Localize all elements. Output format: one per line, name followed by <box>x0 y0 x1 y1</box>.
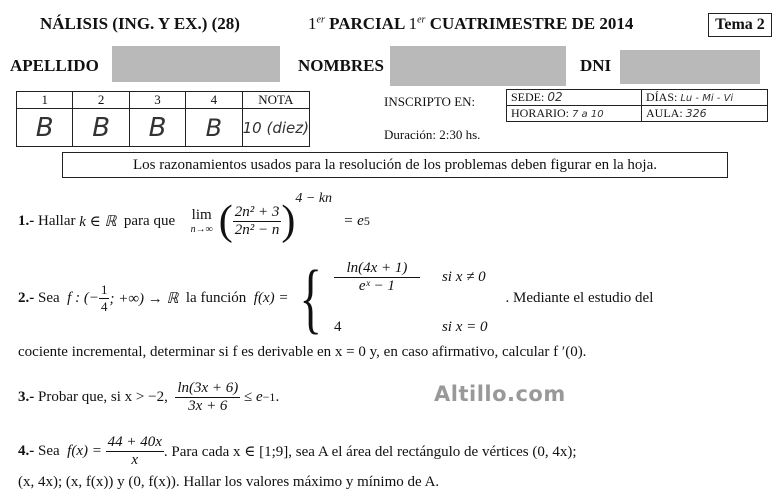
sede-value: 02 <box>547 90 563 104</box>
problem-1-number: 1.- <box>18 212 35 229</box>
small-frac-den: 4 <box>100 298 108 314</box>
problem-2-line-2: cociente incremental, determinar si f es derivable en x = 0 y, en caso afirmativo, calcular f ′(0). <box>18 344 587 360</box>
problem-2-small-frac <box>99 282 110 315</box>
grade-col-4: 4 <box>186 92 242 109</box>
problem-3-fraction <box>175 380 240 415</box>
problem-2-fx: f(x) = <box>253 289 289 306</box>
aula-value: 326 <box>685 107 707 120</box>
sede-label: SEDE: <box>511 90 545 104</box>
exam-word: PARCIAL <box>329 14 405 33</box>
grade-mark-2: B <box>73 109 129 147</box>
nombres-label: NOMBRES <box>298 56 384 75</box>
aula-label: AULA: <box>646 106 683 120</box>
problem-2-la-funcion: la función <box>185 289 247 306</box>
dias-label: DÍAS: <box>646 90 678 104</box>
limit-word: lim <box>191 207 212 223</box>
registration-table <box>506 89 768 122</box>
grades-value-row <box>17 109 310 147</box>
problem-2 <box>18 256 653 340</box>
dias-value: Lu - Mi - Vi <box>680 93 734 104</box>
grade-mark-4: B <box>186 109 242 147</box>
exam-ordinal: 1 <box>308 14 317 33</box>
problem-3-frac-den: 3x + 6 <box>188 397 228 414</box>
case-1-fraction <box>334 260 420 295</box>
grades-table <box>16 91 310 147</box>
problem-2-number: 2.- <box>18 289 35 306</box>
nombres-redacted <box>390 46 566 86</box>
dni-redacted <box>620 50 760 84</box>
problem-1-limit <box>191 207 213 235</box>
problem-3-rhs-exp: −1 <box>262 389 276 404</box>
horario-label: HORARIO: <box>511 106 570 120</box>
problem-3-end: . <box>275 388 280 405</box>
tema-label: Tema 2 <box>715 16 765 33</box>
fraction-numerator: 2n² + 3 <box>234 203 280 220</box>
grade-col-3: 3 <box>129 92 185 109</box>
cases-block <box>334 260 488 336</box>
small-frac-num: 1 <box>100 281 108 297</box>
problem-1-para-que: para que <box>123 212 176 229</box>
apellido-redacted <box>112 46 280 82</box>
dni-label: DNI <box>580 56 612 75</box>
problem-3-text: Probar que, si x > −2, <box>38 388 168 405</box>
term-ordinal-sup: er <box>417 14 426 26</box>
problem-2-map-pre: f : (− <box>67 289 99 306</box>
inscripto-label: INSCRIPTO EN: <box>384 94 476 109</box>
tema-badge <box>708 13 772 37</box>
problem-4-frac-num: 44 + 40x <box>107 433 162 450</box>
problem-3-number: 3.- <box>18 388 35 405</box>
problem-4-text: . Para cada x ∈ [1;9], sea A el área del rectángulo de vértices (0, 4x); <box>163 443 577 460</box>
grade-nota-value: 10 (diez) <box>242 109 309 147</box>
dias-cell <box>642 90 768 106</box>
problem-1-exponent: 4 − kn <box>295 191 333 206</box>
grade-col-2: 2 <box>73 92 129 109</box>
grade-mark-3: B <box>129 109 185 147</box>
notice-text: Los razonamientos usados para la resolución de los problemas deben figurar en la hoja. <box>133 157 657 173</box>
problem-3-rhs: ≤ e <box>244 388 263 405</box>
sede-cell <box>507 90 642 106</box>
horario-value: 7 a 10 <box>572 109 604 120</box>
problem-1-rhs-exp: 5 <box>363 213 370 228</box>
problem-1-rhs: = e <box>343 212 364 229</box>
case-1-cond: si x ≠ 0 <box>441 269 486 285</box>
case-1-den: eˣ − 1 <box>358 278 395 294</box>
course-title: NÁLISIS (ING. Y EX.) (28) <box>40 14 240 33</box>
grade-col-nota: NOTA <box>242 92 309 109</box>
duracion-text: Duración: 2:30 hs. <box>384 127 481 142</box>
horario-cell <box>507 106 642 122</box>
term-ordinal: 1 <box>408 14 418 33</box>
problem-2-map-post: ; +∞) → ℝ <box>109 290 179 307</box>
problem-3-frac-num: ln(3x + 6) <box>177 379 239 396</box>
problem-4-fx: f(x) = <box>67 442 102 459</box>
problem-4-frac-den: x <box>131 451 139 468</box>
aula-cell <box>642 106 768 122</box>
term-text: CUATRIMESTRE DE 2014 <box>429 14 634 33</box>
apellido-label: APELLIDO <box>10 56 99 75</box>
fraction-denominator: 2n² − n <box>234 221 280 238</box>
case-1-num: ln(4x + 1) <box>334 260 420 278</box>
exam-ordinal-sup: er <box>316 14 325 26</box>
problem-1-text: Hallar <box>38 212 76 229</box>
grade-col-1: 1 <box>17 92 73 109</box>
problem-3 <box>18 374 279 420</box>
problem-1 <box>18 193 370 249</box>
grade-mark-1: B <box>17 109 73 147</box>
problem-4-line-2: (x, 4x); (x, f(x)) y (0, f(x)). Hallar los valores máximo y mínimo de A. <box>18 474 440 490</box>
limit-sub: n→∞ <box>190 224 213 235</box>
cases-brace: { <box>299 254 323 341</box>
case-2-value: 4 <box>333 319 342 335</box>
case-1 <box>334 260 488 295</box>
problem-1-fraction <box>233 204 282 239</box>
problem-4-sea: Sea <box>38 442 60 459</box>
notice-box <box>62 152 728 178</box>
exam-title <box>308 14 633 34</box>
case-2 <box>334 319 488 336</box>
problem-2-tail: . Mediante el estudio del <box>505 289 654 306</box>
problem-4-number: 4.- <box>18 442 35 459</box>
watermark: Altillo.com <box>434 382 566 406</box>
case-2-cond: si x = 0 <box>441 319 488 335</box>
right-paren: ) <box>281 198 296 244</box>
problem-2-sea: Sea <box>38 289 60 306</box>
problem-1-k: k ∈ ℝ <box>79 213 117 230</box>
grades-header-row <box>17 92 310 109</box>
problem-4-fraction <box>106 434 164 469</box>
problem-4 <box>18 428 577 474</box>
left-paren: ( <box>218 198 233 244</box>
